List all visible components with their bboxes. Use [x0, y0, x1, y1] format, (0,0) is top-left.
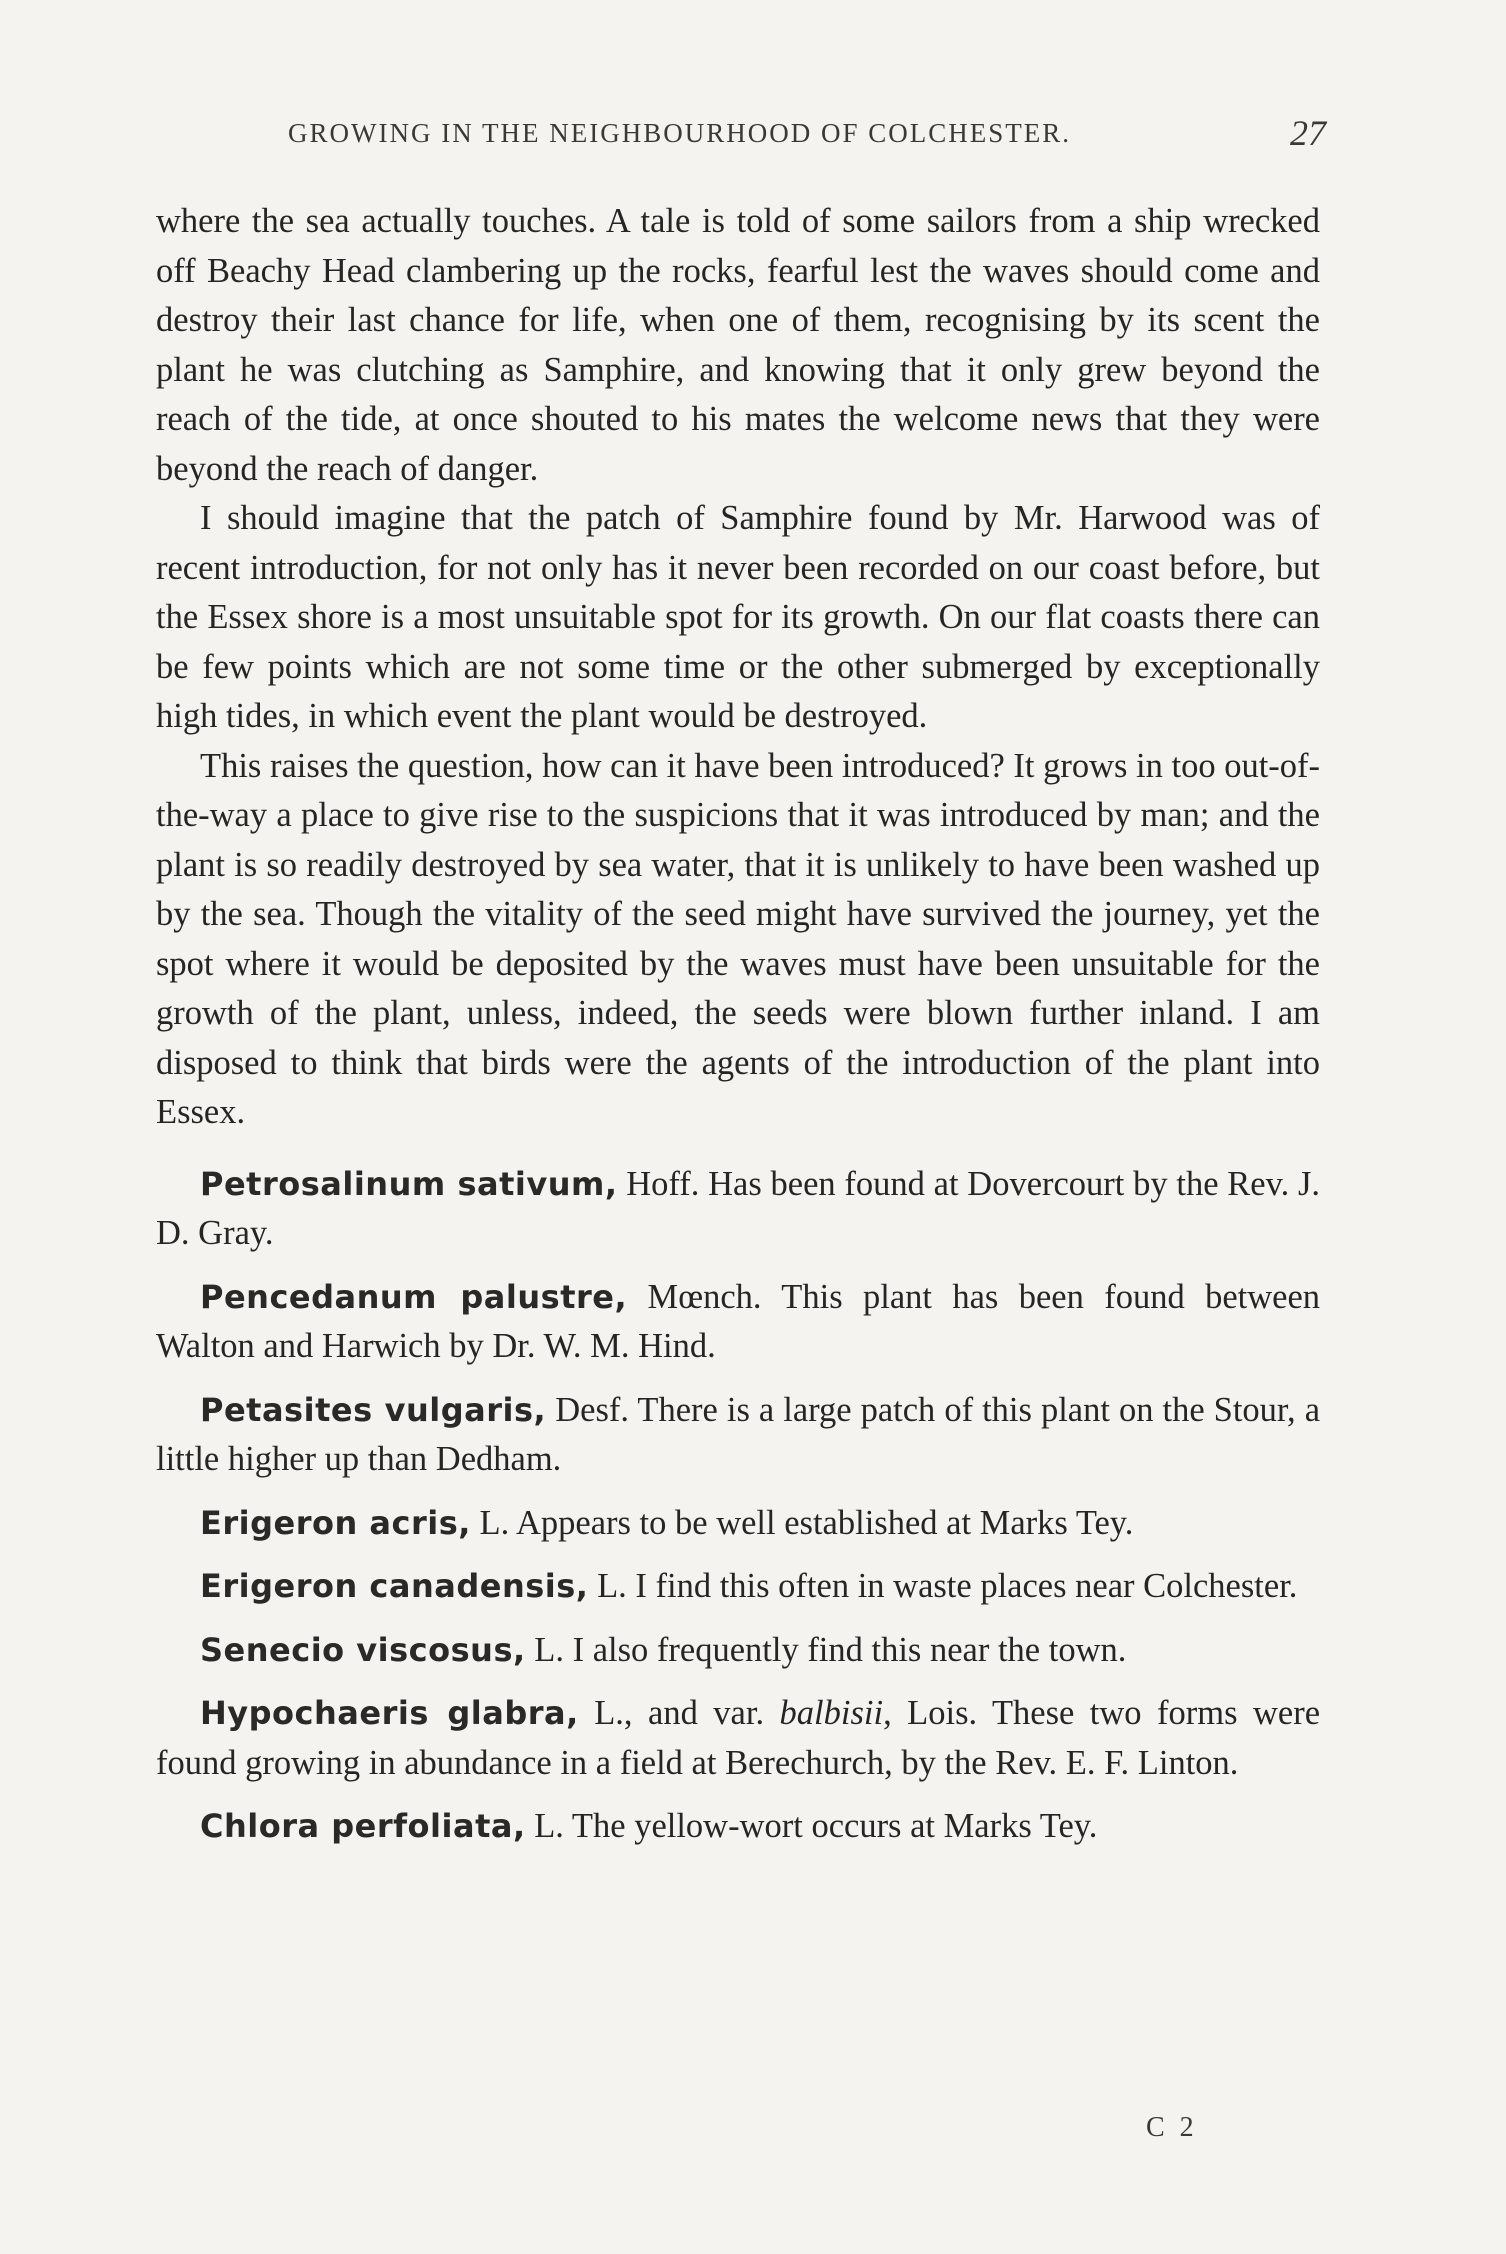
species-entry — [156, 1499, 1320, 1549]
species-name: Erigeron acris, — [200, 1503, 471, 1542]
species-entry — [156, 1562, 1320, 1612]
species-entry — [156, 1802, 1320, 1852]
species-entry — [156, 1689, 1320, 1788]
entry-text: , Lois. These two forms were found growing in abundance in a field at Berechurch, by the Rev. E. F. Linton. — [156, 1694, 1321, 1782]
paragraph: where the sea actually touches. A tale is told of some sailors from a ship wrecked off Beachy Head clambering up the rocks, fearful lest the waves should come and destroy their last chance for life, when one of them, recognising by its scent the plant he was clutching as Samphire, and knowing that it only grew beyond the reach of the tide, at once shouted to his mates the welcome news that they were beyond the reach of danger. — [156, 202, 1320, 488]
entry-text: L., and var. — [578, 1694, 780, 1732]
entry-text: L. I find this often in waste places near Colchester. — [588, 1567, 1298, 1605]
body-text — [156, 197, 1320, 1852]
paragraph: This raises the question, how can it have been introduced? It grows in too out-of-the-way a place to give rise to the suspicions that it was introduced by man; and the plant is so readily destroyed by sea water, that it is unlikely to have been washed up by the sea. Though the vitality of the seed might have survived the journey, yet the spot where it would be deposited by the waves must have been unsuitable for the growth of the plant, unless, indeed, the seeds were blown further inland. I am disposed to think that birds were the agents of the introduction of the plant into Essex. — [156, 746, 1321, 1131]
species-name: Senecio viscosus, — [200, 1630, 526, 1669]
page-number: 27 — [1290, 113, 1326, 153]
species-entry — [156, 1160, 1320, 1259]
paragraph: I should imagine that the patch of Samphire found by Mr. Harwood was of recent introduction, for not only has it never been recorded on our coast before, but the Essex shore is a most unsuitable spot for its growth. On our flat coasts there can be few points which are not some time or the other submerged by exceptionally high tides, in which event the plant would be destroyed. — [156, 499, 1320, 735]
page-header — [158, 112, 1326, 162]
species-entry — [156, 1273, 1320, 1372]
species-name: Pencedanum palustre, — [200, 1277, 628, 1316]
running-head: GROWING IN THE NEIGHBOURHOOD OF COLCHESTER. — [288, 118, 1071, 148]
signature-mark: C 2 — [1146, 2112, 1198, 2143]
entry-text: L. The yellow-wort occurs at Marks Tey. — [525, 1807, 1098, 1845]
entry-text: Mœnch. This plant has been found between Walton and Harwich by Dr. W. M. Hind. — [156, 1277, 1321, 1365]
species-name: Hypochaeris glabra, — [200, 1694, 579, 1732]
entry-text: L. I also frequently find this near the town. — [525, 1630, 1127, 1669]
entry-text: L. Appears to be well established at Marks Tey. — [470, 1503, 1134, 1542]
species-name: Erigeron canadensis, — [200, 1567, 589, 1605]
entry-text: Desf. There is a large patch of this plant on the Stour, a little higher up than Dedham. — [156, 1390, 1321, 1478]
entry-text: Hoff. Has been found at Dovercourt by the Rev. J. D. Gray. — [156, 1164, 1321, 1252]
species-name: Petasites vulgaris, — [200, 1390, 547, 1429]
species-entry — [156, 1626, 1320, 1676]
variety-name: balbisii — [779, 1694, 884, 1732]
species-name: Chlora perfoliata, — [200, 1807, 526, 1845]
species-name: Petrosalinum sativum, — [200, 1164, 618, 1203]
species-entry — [156, 1386, 1320, 1485]
